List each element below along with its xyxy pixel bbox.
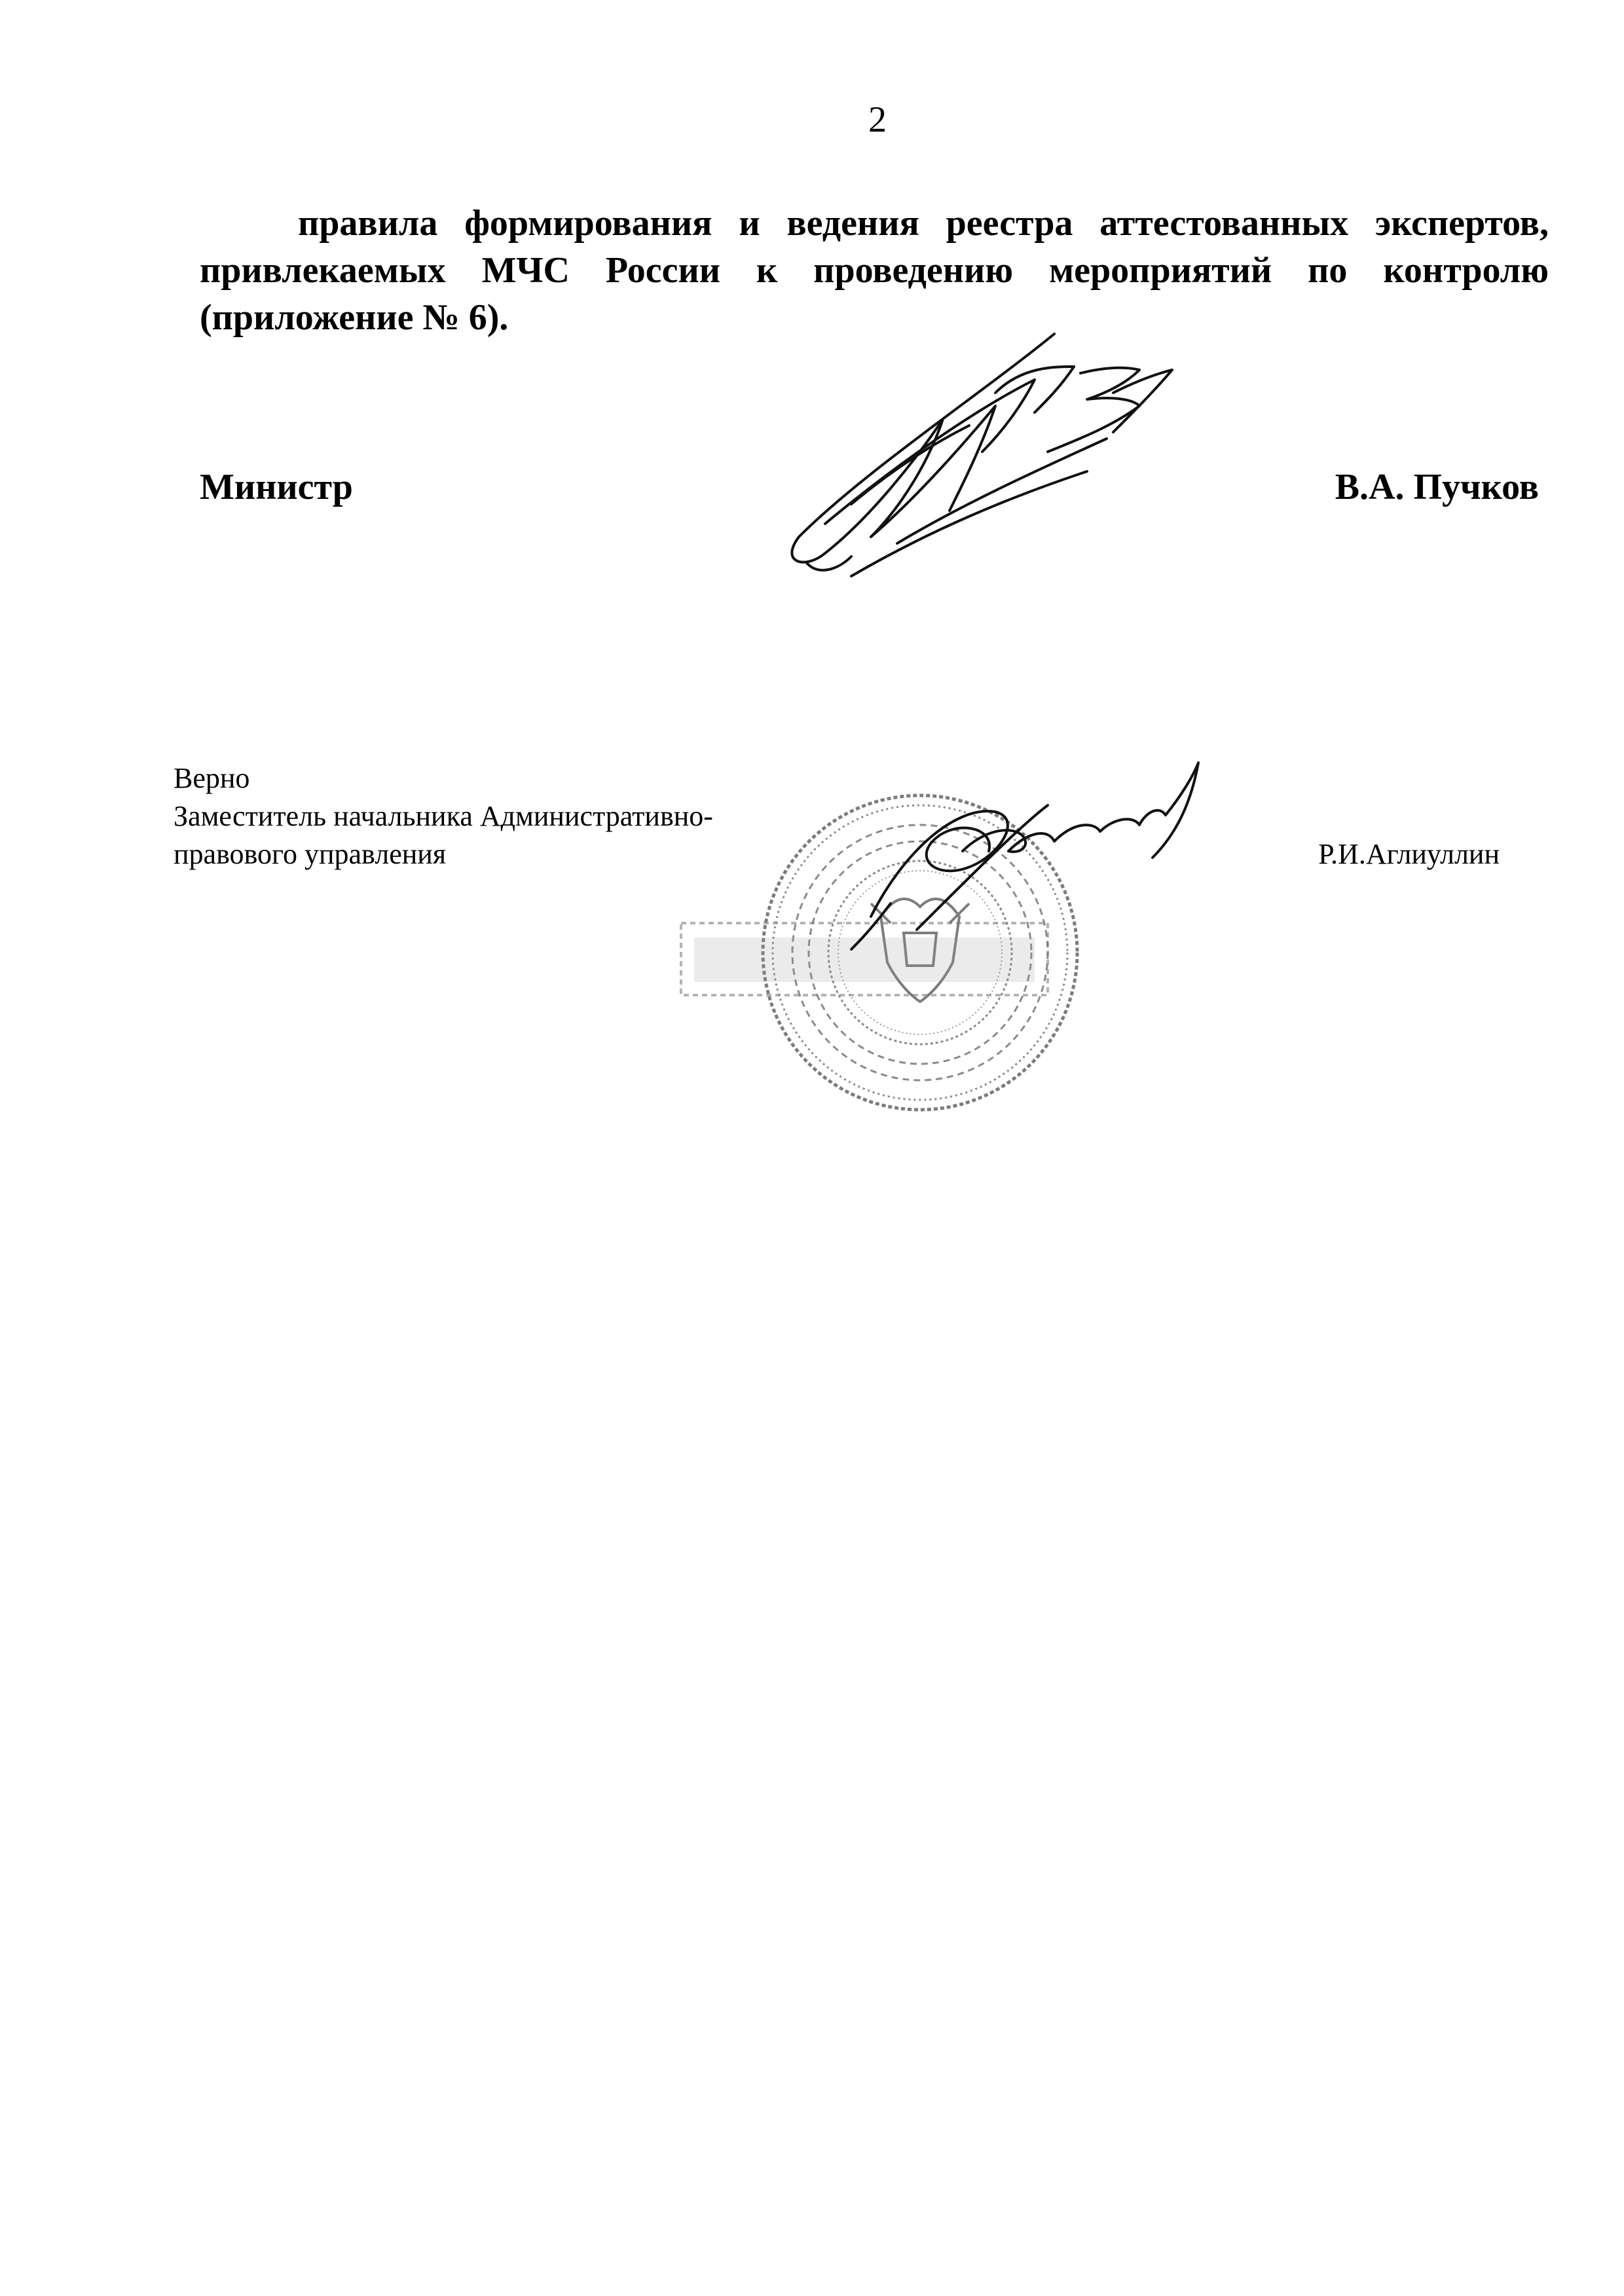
certification-position: Заместитель начальника Административно- [174,800,713,832]
certification-department: правового управления [174,838,447,870]
page-number: 2 [868,100,887,140]
body-line-1: правила формирования и ведения реестра аттестованных экспертов, [298,203,1549,244]
signatory-role: Министр [200,467,353,507]
body-line-2: привлекаемых МЧС России к проведению мероприятий по контролю [200,250,1549,291]
body-line-3: (приложение № 6). [200,297,509,338]
signatory-name: В.А. Пучков [1335,467,1539,507]
certifier-name: Р.И.Аглиуллин [1318,838,1500,870]
deputy-signature [851,763,1198,949]
certification-verno: Верно [174,762,250,794]
